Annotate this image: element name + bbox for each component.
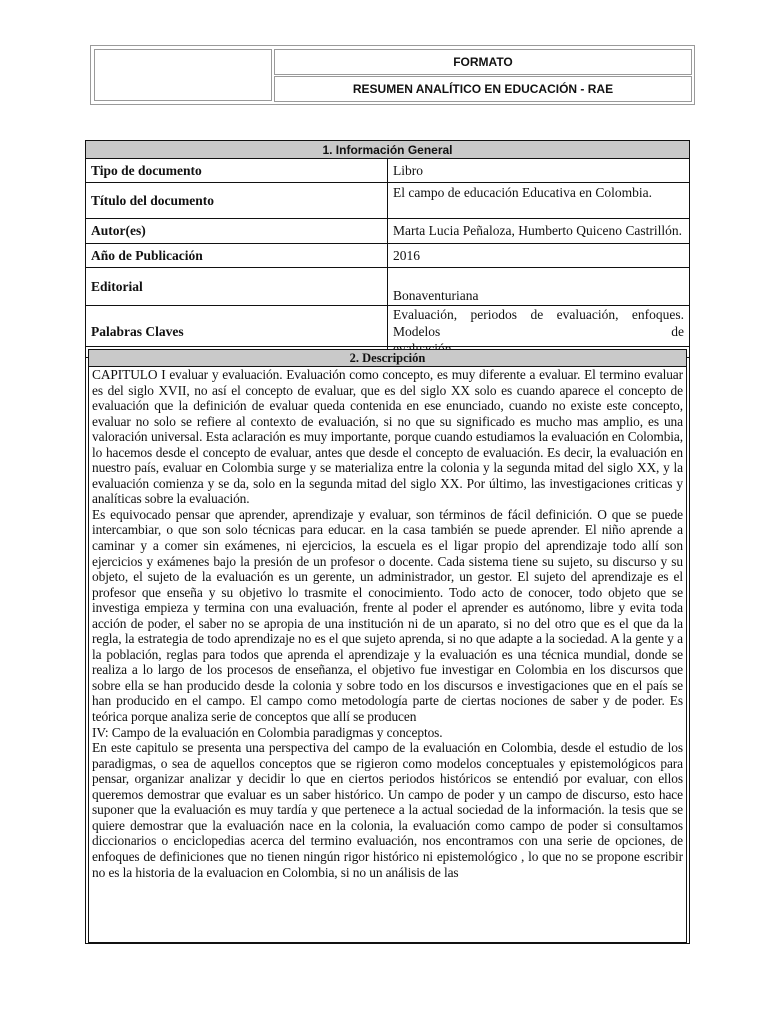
info-label: Palabras Claves: [86, 306, 388, 358]
info-row-document-type: [86, 159, 690, 183]
info-row-publisher: [86, 268, 690, 306]
description-body: [88, 367, 687, 943]
general-info-heading: 1. Información General: [86, 141, 690, 159]
info-value: 2016: [388, 244, 690, 268]
description-paragraph: Es equivocado pensar que aprender, aprendizaje y evaluar, son términos de fácil definición. O que se puede intercambiar, o que son solo técnicas para educar. en la casa también se puede aprender. El niño aprende a caminar y a comer sin exámenes, ni ejercicios, la escuela es el ligar propio del aprendizaje todo allí son ejercicios y exámenes bajo la presión de un profesor o docente. Cada sistema tiene su sujeto, su discurso y su objeto, el sujeto de la evaluación es un gerente, un administrador, un gestor. El sujeto del aprendizaje es el profesor que enseña y su objetivo lo trasmite el conocimiento. Todo acto de conocer, todo objeto que se investiga empieza y termina con una evaluación, frente al poder el aprender es autónomo, libre y evita toda acción de poder, el saber no se apropia de una institución ni de un aparato, si no del otro que es el que da la regla, la estrategia de todo aprendizaje no es el que sujeto aprenda, si no que adapte a la sociedad. A la gente y a la población, reglas para todos que aprenda el aprendizaje y la evaluación es una técnica mundial, donde se realiza a lo largo de los procesos de enseñanza, el objetivo fue investigar en Colombia en los discursos que sobre ella se han producido desde la colonia y sobre todo en los discursos e investigaciones que en el país se han producido en el campo. El campo como metodología parte de ciertas nociones de saber y de poder. Es teórica porque analiza serie de conceptos que allí se producen: [92, 506, 683, 725]
description-paragraph: En este capitulo se presenta una perspectiva del campo de la evaluación en Colombia, desde el estudio de los paradigmas, o sea de aquellos conceptos que se rigieron como modelos conceptuales y epistemológicos para pensar, organizar analizar y decidir lo que en ciertos periodos históricos se entendió por evaluar, con ellos queremos demostrar que evaluar es un saber histórico. Un campo de poder y un campo de discurso, esto hace suponer que la evaluación es muy tardía y que pertenece a la actual sociedad de la información. la tesis que se quiere demostrar que la evaluación nace en la colonia, la evaluación como campo de poder si consultamos diccionarios o enciclopedias acerca del termino evaluación, nos encontramos con una serie de opciones, de enfoques de definiciones que no tienen ningún rigor histórico ni epistemológico , lo que no se propone escribir no es la historia de la evaluacion en Colombia, si no un análisis de las: [92, 740, 683, 880]
info-label: Título del documento: [86, 183, 388, 219]
info-row-authors: [86, 219, 690, 244]
info-value: Libro: [388, 159, 690, 183]
general-info-table: [85, 140, 690, 358]
format-header: [90, 45, 695, 105]
info-label: Año de Publicación: [86, 244, 388, 268]
description-paragraph: IV: Campo de la evaluación en Colombia paradigmas y conceptos.: [92, 724, 443, 740]
description-section: [85, 346, 690, 944]
info-label: Editorial: [86, 268, 388, 306]
info-row-document-title: [86, 183, 690, 219]
info-label: Tipo de documento: [86, 159, 388, 183]
description-paragraph: CAPITULO I evaluar y evaluación. Evaluación como concepto, es muy diferente a evaluar. El termino evaluar es del siglo XVII, no así el concepto de evaluar, que es del siglo XX solo es cuando aparece el concepto de evaluación que la definición de evaluar queda contenida en ese enunciado, cuando no existe este concepto, evaluar no solo se refiere al contexto de evaluación, si no que su significado es mucho mas amplio, es una valoración universal. Esta aclaración es muy importante, porque cuando estudiamos la evaluación en Colombia, lo hacemos desde el concepto de evaluar, antes que desde el concepto de evaluación. Es decir, la evaluación en nuestro país, evaluar en Colombia surge y se materializa entre la colonia y la segunda mitad del siglo XX, y la evaluación comienza y se da, solo en la segunda mitad del siglo XX. Por último, las investigaciones criticas y analíticas sobre la evaluación.: [92, 367, 683, 507]
info-value: Marta Lucia Peñaloza, Humberto Quiceno Castrillón.: [388, 219, 690, 244]
logo-cell: [94, 49, 272, 101]
info-value: Bonaventuriana: [388, 268, 690, 306]
format-label: FORMATO: [274, 49, 692, 75]
info-row-publication-year: [86, 244, 690, 268]
keywords-line-1: Evaluación, periodos de evaluación, enfoques. Modelos de: [393, 307, 684, 339]
info-value: El campo de educación Educativa en Colombia.: [388, 183, 690, 219]
description-heading: 2. Descripción: [88, 349, 687, 367]
info-label: Autor(es): [86, 219, 388, 244]
document-format-title: RESUMEN ANALÍTICO EN EDUCACIÓN - RAE: [274, 76, 692, 102]
